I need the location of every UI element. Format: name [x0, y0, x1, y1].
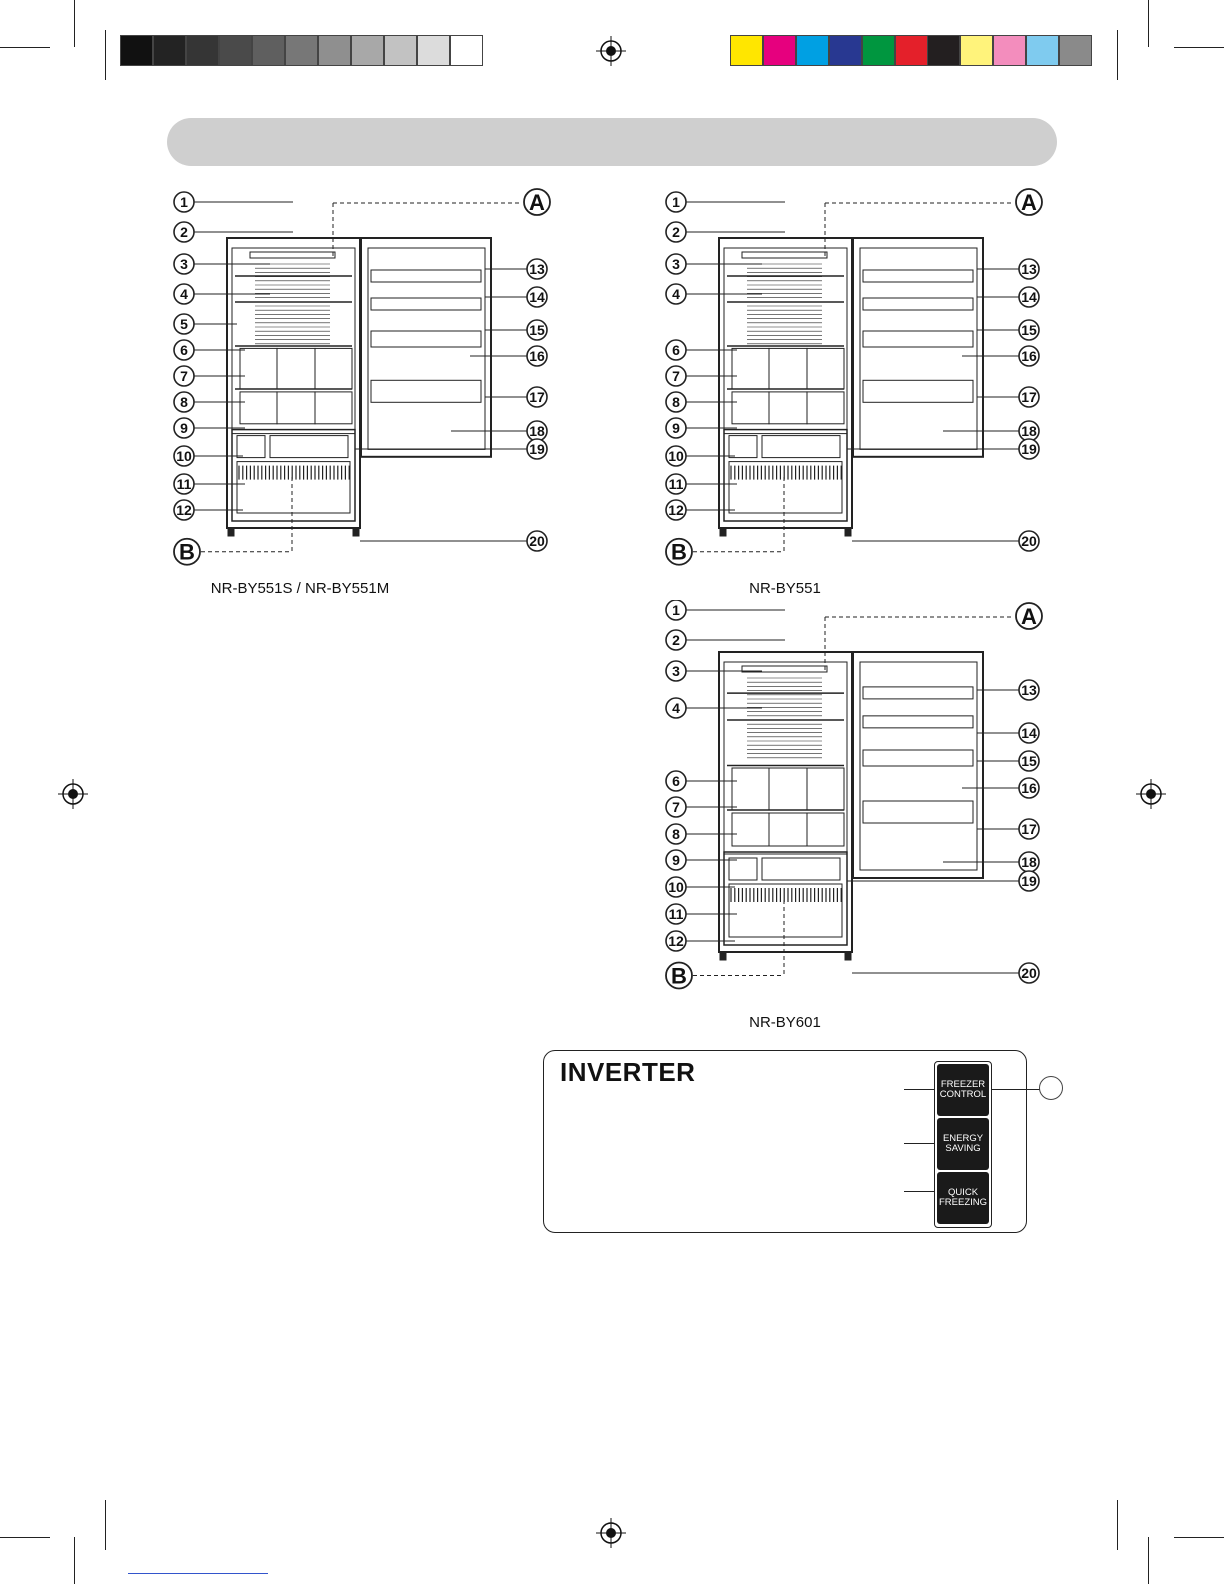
door-bin: [371, 298, 481, 310]
callout-number: 13: [1021, 682, 1037, 698]
leader-line: [904, 1191, 934, 1192]
fridge-diagram-nr-by551s-m: [165, 186, 565, 586]
registration-target-icon: [596, 1518, 626, 1548]
crop-mark: [1148, 0, 1149, 47]
fridge-body: [227, 238, 360, 528]
callout-number: 15: [529, 322, 545, 338]
crisper-box: [807, 813, 844, 846]
color-swatch: [120, 35, 153, 66]
crop-mark: [1174, 47, 1224, 48]
quick-freezing-button[interactable]: [937, 1172, 989, 1224]
door-bin: [863, 750, 973, 766]
color-swatch: [829, 35, 862, 66]
crisper-box: [315, 392, 352, 424]
fridge-foot: [720, 528, 726, 536]
crisper-box: [807, 768, 844, 810]
fridge-foot: [845, 528, 851, 536]
callout-number: 19: [1021, 441, 1037, 457]
color-swatch: [219, 35, 252, 66]
button-panel: [934, 1061, 992, 1228]
diagram-caption: NR-BY551S / NR-BY551M: [210, 580, 390, 597]
crop-mark: [0, 47, 50, 48]
color-swatch: [895, 35, 928, 66]
button-label: FREEZING: [938, 1197, 988, 1208]
color-swatch: [186, 35, 219, 66]
callout-number: 12: [176, 502, 192, 518]
callout-number: 13: [1021, 261, 1037, 277]
footer-rule: [128, 1573, 268, 1574]
callout-number: 3: [180, 256, 188, 272]
callout-number: 18: [1021, 423, 1037, 439]
callout-number: 2: [180, 224, 188, 240]
callout-number: 2: [672, 632, 680, 648]
callout-number: 14: [529, 289, 545, 305]
freezer-shelf: [762, 436, 840, 458]
door-bin: [863, 380, 973, 402]
callout-number: 1: [672, 602, 680, 618]
callout-number: 16: [529, 348, 545, 364]
callout-number: 7: [672, 368, 680, 384]
empty-callout-circle: [1039, 1076, 1063, 1100]
crisper-box: [732, 348, 769, 389]
color-swatch: [960, 35, 993, 66]
color-swatch: [318, 35, 351, 66]
callout-number: 6: [672, 342, 680, 358]
color-swatch: [351, 35, 384, 66]
crisper-box: [807, 348, 844, 389]
door-liner: [368, 248, 485, 449]
color-swatch: [384, 35, 417, 66]
crop-mark: [74, 1537, 75, 1584]
freezer-shelf: [762, 858, 840, 880]
callout-number: 17: [1021, 389, 1037, 405]
leader-line: [904, 1089, 934, 1090]
color-swatch: [862, 35, 895, 66]
callout-number: 19: [1021, 873, 1037, 889]
crisper-box: [315, 348, 352, 389]
crisper-box: [769, 813, 807, 846]
fridge-foot: [720, 952, 726, 960]
crisper-box: [240, 392, 277, 424]
crisper-box: [769, 392, 807, 424]
view-marker-letter: A: [1021, 604, 1037, 629]
color-swatch: [796, 35, 829, 66]
button-label: FREEZER: [940, 1079, 986, 1090]
callout-number: 11: [668, 906, 684, 922]
callout-number: 16: [1021, 780, 1037, 796]
door-bin: [863, 716, 973, 728]
callout-number: 4: [180, 286, 188, 302]
crop-mark: [1117, 1500, 1118, 1550]
crisper-box: [732, 768, 769, 810]
interior-light: [250, 252, 335, 258]
callout-number: 3: [672, 256, 680, 272]
crop-mark: [105, 1500, 106, 1550]
registration-target-icon: [58, 779, 88, 809]
color-swatch: [927, 35, 960, 66]
callout-number: 15: [1021, 322, 1037, 338]
fridge-body: [719, 238, 852, 528]
color-swatch: [285, 35, 318, 66]
interior-light: [742, 252, 827, 258]
callout-number: 9: [180, 420, 188, 436]
ice-tray: [237, 436, 265, 458]
view-marker-letter: B: [179, 539, 195, 565]
color-swatch: [1026, 35, 1059, 66]
callout-number: 20: [529, 533, 545, 549]
callout-number: 2: [672, 224, 680, 240]
fridge-door: [853, 652, 983, 878]
fridge-foot: [228, 528, 234, 536]
ice-tray: [729, 858, 757, 880]
button-label: CONTROL: [939, 1089, 987, 1100]
callout-number: 7: [180, 368, 188, 384]
callout-number: 8: [672, 826, 680, 842]
callout-number: 12: [668, 502, 684, 518]
view-marker-letter: B: [671, 963, 687, 989]
callout-number: 16: [1021, 348, 1037, 364]
callout-number: 11: [176, 476, 192, 492]
callout-number: 11: [668, 476, 684, 492]
callout-number: 18: [1021, 854, 1037, 870]
section-header-bar: [167, 118, 1057, 166]
button-label: SAVING: [945, 1143, 981, 1154]
callout-number: 18: [529, 423, 545, 439]
color-swatch: [763, 35, 796, 66]
fridge-body: [719, 652, 852, 952]
view-marker-letter: B: [671, 539, 687, 565]
callout-number: 20: [1021, 533, 1037, 549]
fridge-foot: [353, 528, 359, 536]
leader-line: [992, 1089, 1040, 1090]
fridge-foot: [845, 952, 851, 960]
crisper-box: [769, 348, 807, 389]
fridge-diagram-nr-by551: [657, 186, 1057, 586]
callout-number: 5: [180, 316, 188, 332]
callout-number: 3: [672, 663, 680, 679]
crop-mark: [0, 1537, 50, 1538]
callout-number: 19: [529, 441, 545, 457]
registration-target-icon: [1136, 779, 1166, 809]
door-bin: [371, 331, 481, 347]
callout-number: 15: [1021, 753, 1037, 769]
color-swatch: [730, 35, 763, 66]
callout-number: 10: [668, 448, 684, 464]
inverter-title: INVERTER: [560, 1057, 696, 1087]
callout-number: 9: [672, 852, 680, 868]
view-marker-letter: A: [1021, 190, 1037, 215]
color-swatch: [417, 35, 450, 66]
door-bin: [371, 270, 481, 282]
registration-target-icon: [596, 36, 626, 66]
freezer-control-button[interactable]: [937, 1064, 989, 1116]
leader-line: [904, 1143, 934, 1144]
callout-number: 8: [180, 394, 188, 410]
color-swatch: [153, 35, 186, 66]
inverter-control-panel: [543, 1050, 1027, 1233]
color-swatch: [1059, 35, 1092, 66]
callout-number: 4: [672, 286, 680, 302]
callout-number: 12: [668, 933, 684, 949]
door-bin: [863, 687, 973, 699]
door-bin: [371, 380, 481, 402]
callout-number: 7: [672, 799, 680, 815]
crisper-box: [240, 348, 277, 389]
ice-tray: [729, 436, 757, 458]
callout-number: 4: [672, 700, 680, 716]
color-swatch: [993, 35, 1026, 66]
callout-number: 1: [672, 194, 680, 210]
diagram-caption: NR-BY551: [749, 580, 821, 597]
callout-number: 17: [529, 389, 545, 405]
crisper-box: [277, 348, 315, 389]
crop-mark: [1174, 1537, 1224, 1538]
crop-mark: [74, 0, 75, 47]
callout-number: 6: [180, 342, 188, 358]
crisper-box: [732, 392, 769, 424]
view-marker-letter: A: [529, 190, 545, 215]
crop-mark: [1148, 1537, 1149, 1584]
callout-number: 8: [672, 394, 680, 410]
button-label: QUICK: [947, 1187, 979, 1198]
crisper-box: [277, 392, 315, 424]
callout-number: 10: [668, 879, 684, 895]
crop-mark: [1117, 30, 1118, 80]
callout-number: 6: [672, 773, 680, 789]
door-bin: [863, 270, 973, 282]
color-swatch: [252, 35, 285, 66]
callout-number: 14: [1021, 289, 1037, 305]
crop-mark: [105, 30, 106, 80]
fridge-diagram-nr-by601: [657, 600, 1057, 1020]
callout-number: 9: [672, 420, 680, 436]
button-label: ENERGY: [942, 1133, 984, 1144]
crisper-box: [807, 392, 844, 424]
door-bin: [863, 298, 973, 310]
color-swatch: [450, 35, 483, 66]
callout-number: 1: [180, 194, 188, 210]
callout-number: 14: [1021, 725, 1037, 741]
callout-number: 13: [529, 261, 545, 277]
door-bin: [863, 331, 973, 347]
energy-saving-button[interactable]: [937, 1118, 989, 1170]
crisper-box: [769, 768, 807, 810]
diagram-caption: NR-BY601: [749, 1014, 821, 1031]
callout-number: 17: [1021, 821, 1037, 837]
callout-number: 10: [176, 448, 192, 464]
freezer-shelf: [270, 436, 348, 458]
crisper-box: [732, 813, 769, 846]
door-liner: [860, 248, 977, 449]
door-bin: [863, 801, 973, 823]
callout-number: 20: [1021, 965, 1037, 981]
